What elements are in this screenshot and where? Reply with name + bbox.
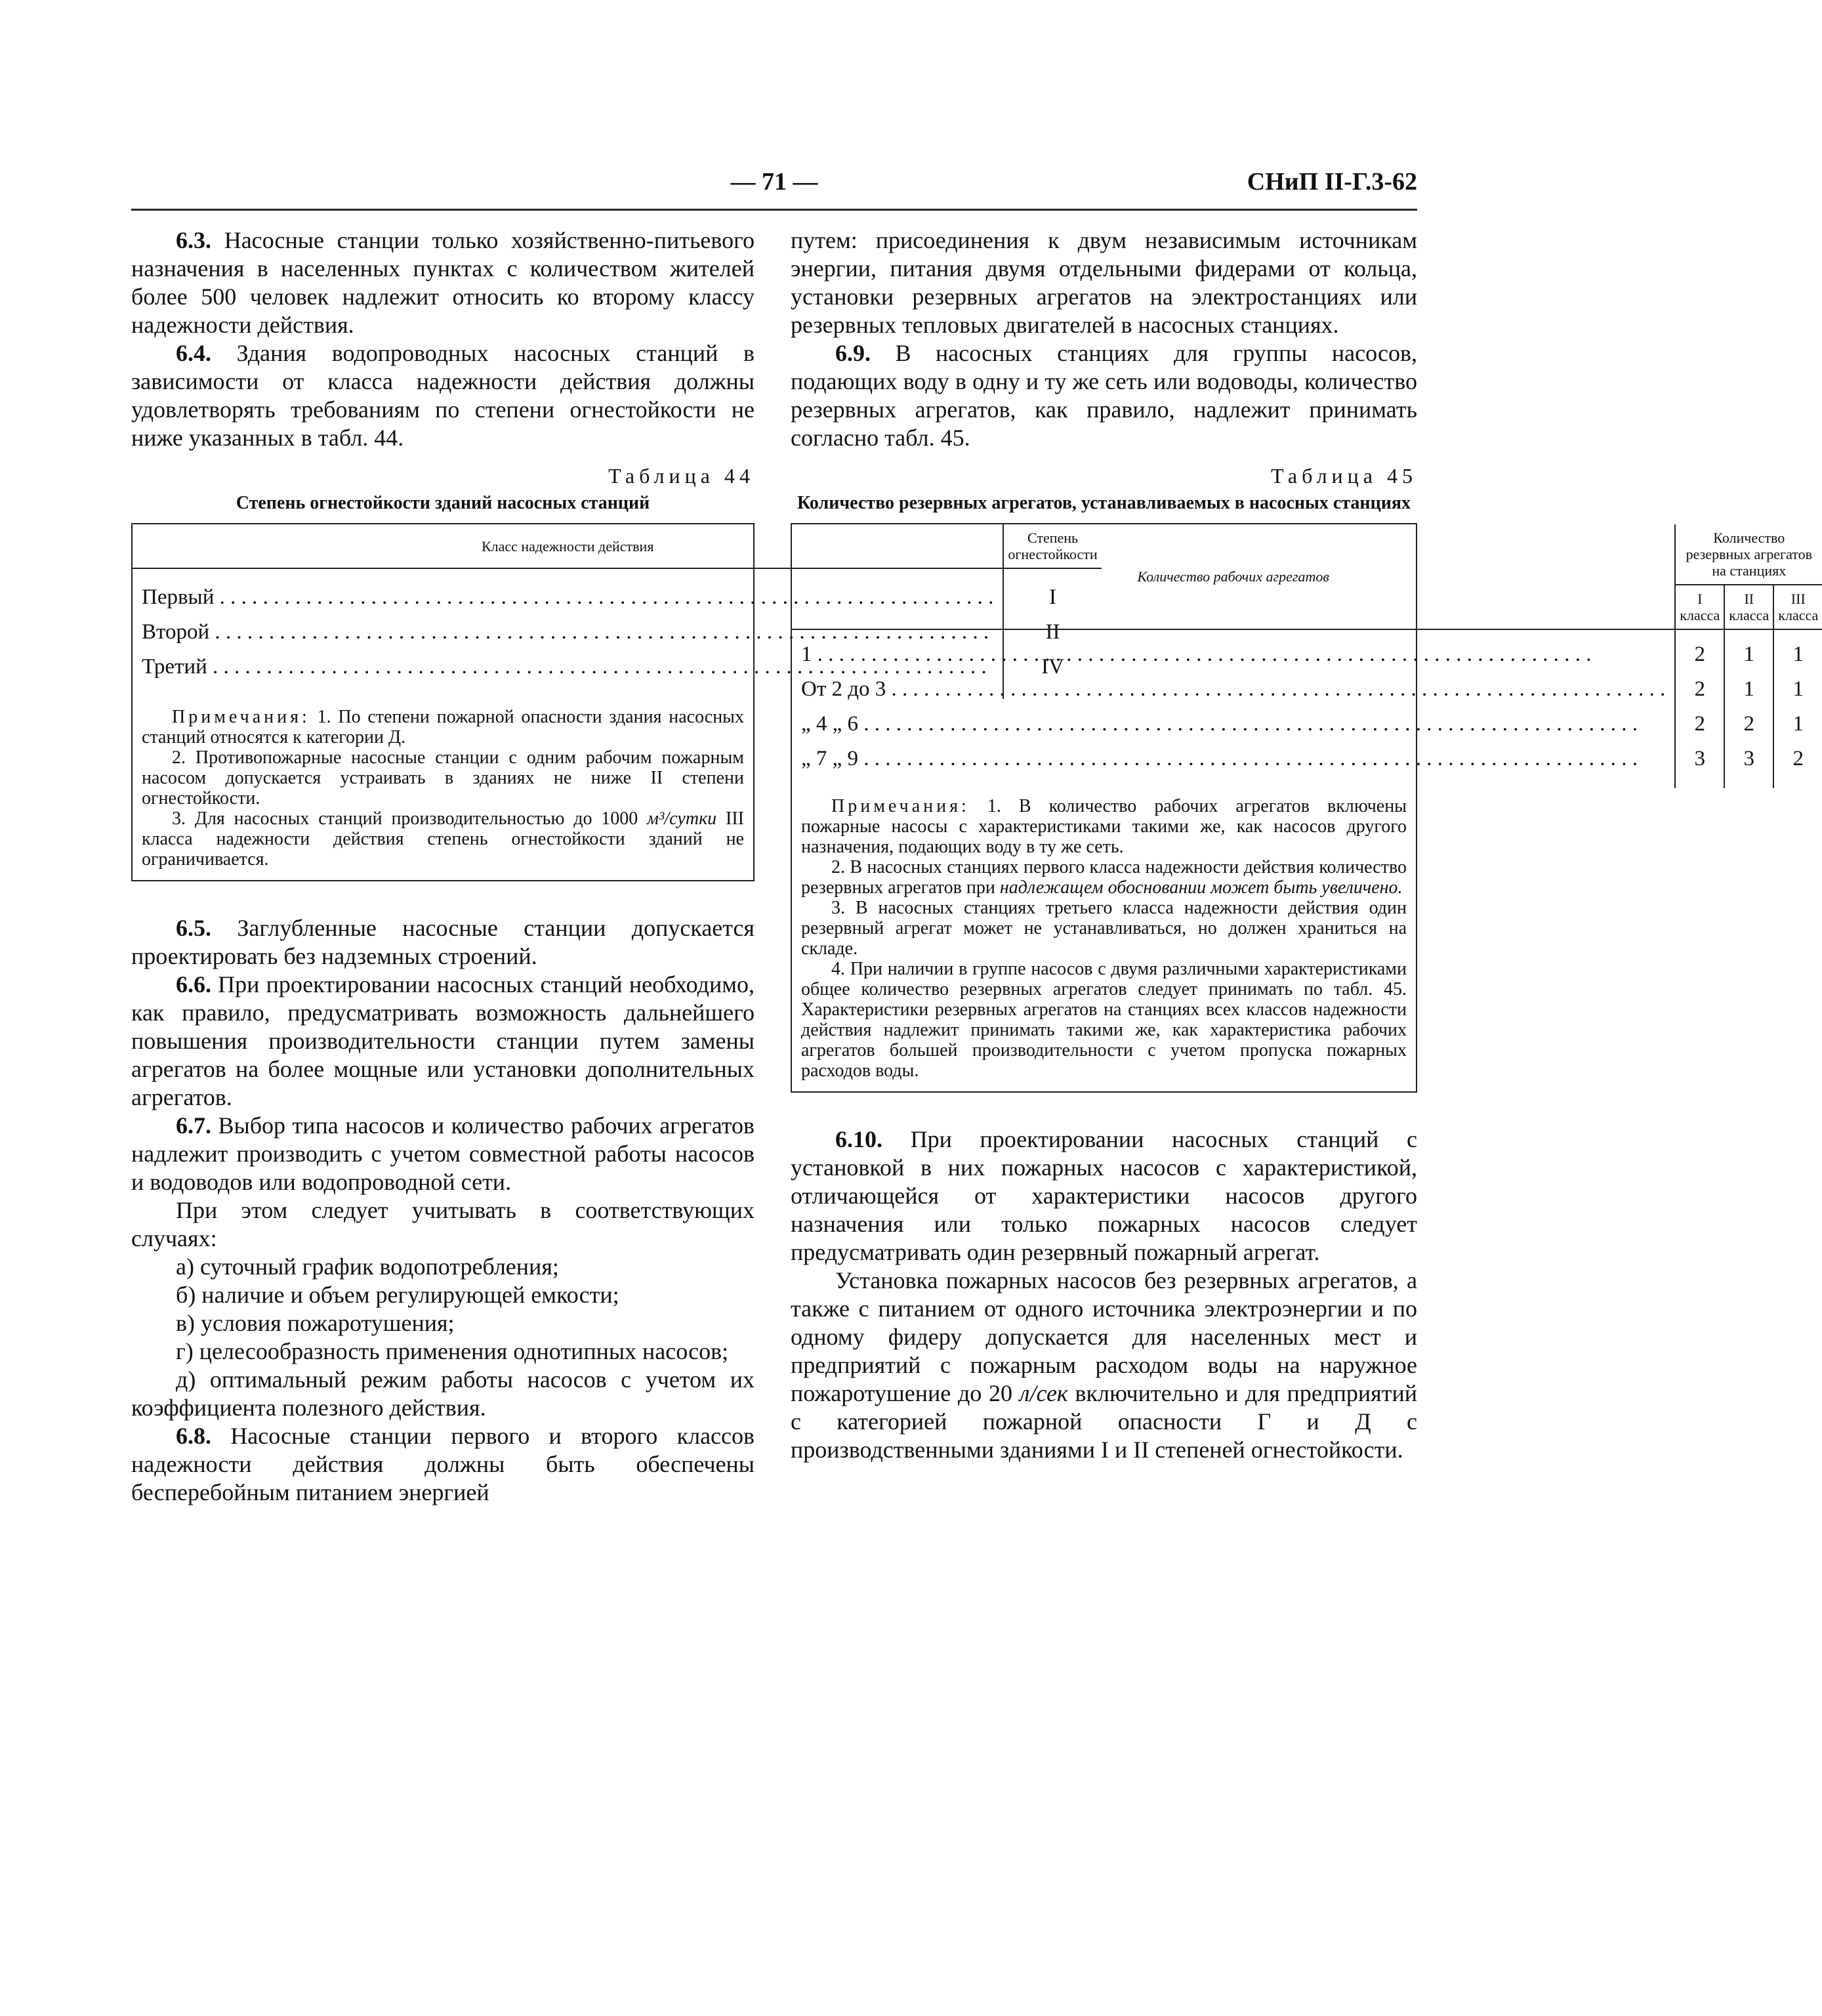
table-45-header-working: Количество рабочих агрегатов: [792, 524, 1675, 629]
table-45: [791, 523, 1819, 1093]
table-44-row-value: I: [1003, 580, 1101, 615]
table-44-row-label: Третий . . .: [133, 650, 1003, 684]
paragraph-6-9: 6.9. В насосных станциях для группы насосов, подающих воду в одну и ту же сеть или водоводы, количество резервных агрегатов, как правило, надлежит принимать согласно табл. 45.: [791, 340, 1417, 451]
table-44-notes: [133, 699, 753, 880]
paragraph-6-5: 6.5. Заглубленные насосные станции допускается проектировать без надземных строений.: [131, 915, 755, 969]
table-45-notes: [792, 788, 1416, 1091]
table-44-row-label: Второй . . .: [133, 615, 1003, 650]
list-item: г) целесообразность применения однотипных насосов;: [176, 1338, 729, 1364]
right-column: [791, 226, 1819, 1464]
table-45-header-class-3: III класса: [1773, 585, 1822, 629]
paragraph-6-8-continued: путем: присоединения к двум независимым источникам энергии, питания двумя отдельными фидерами от кольца, установки резервных агрегатов на электростанциях или резервных тепловых двигателей в насосных станциях.: [791, 227, 1417, 338]
left-column: [131, 226, 1098, 1507]
list-item: д) оптимальный режим работы насосов с учетом их коэффициента полезного действия.: [131, 1366, 755, 1421]
paragraph-6-10: 6.10. При проектировании насосных станций с установкой в них пожарных насосов с характеристикой, отличающейся от характеристики насосов другого назначения или только пожарных насосов следует предусматривать один резервный пожарный агрегат.: [791, 1126, 1417, 1265]
table-44-row-label: Первый . . .: [133, 580, 1003, 615]
table-row: 1 . . . 2 1 1: [792, 637, 1822, 672]
header-rule: [131, 209, 1417, 211]
paragraph-6-6: 6.6. При проектировании насосных станций необходимо, как правило, предусматривать возможность дальнейшего повышения производительности станции путем замены агрегатов на более мощные или установки дополнительных агрегатов.: [131, 971, 755, 1110]
paragraph-6-8: 6.8. Насосные станции первого и второго классов надежности действия должны быть обеспечены бесперебойным питанием энергией: [131, 1423, 755, 1505]
paragraph-6-4: 6.4. Здания водопроводных насосных станций в зависимости от класса надежности действия должны удовлетворять требованиям по степени огнестойкости не ниже указанных в табл. 44.: [131, 340, 755, 451]
paragraph-6-7-intro: При этом следует учитывать в соответствующих случаях:: [131, 1197, 755, 1251]
list-item: в) условия пожаротушения;: [176, 1310, 455, 1336]
note-2: 2. Противопожарные насосные станции с одним рабочим пожарным насосом допускается устраивать в зданиях не ниже II степени огнестойкости.: [142, 747, 744, 808]
paragraph-6-10-continued: Установка пожарных насосов без резервных агрегатов, а также с питанием от одного источника электроэнергии и по одному фидеру допускается для населенных мест и предприятий с пожарным расходом воды на наружное пожаротушение до 20 л/сек включительно и для предприятий с категорией пожарной опасности Г и Д с производственными зданиями I и II степеней огнестойкости.: [791, 1267, 1417, 1463]
table-45-title: Количество резервных агрегатов, устанавливаемых в насосных станциях: [797, 493, 1411, 513]
table-45-grid: [792, 524, 1822, 788]
note-1: Примечания: 1. В количество рабочих агрегатов включены пожарные насосы с характеристиками такими же, как насосов другого назначения, подающих воду в ту же сеть.: [801, 796, 1407, 857]
table-row: „ 7 „ 9 . . . 3 3 2: [792, 742, 1822, 776]
note-3: 3. В насосных станциях третьего класса надежности действия один резервный агрегат может не устанавливаться, но должен храниться на складе.: [801, 898, 1407, 959]
note-3: 3. Для насосных станций производительностью до 1000 м³/сутки III класса надежности действия степень огнестойкости зданий не ограничивается.: [142, 808, 744, 870]
list-item: б) наличие и объем регулирующей емкости;: [176, 1282, 619, 1308]
table-44-header-degree: Степень огнестойкости: [1003, 524, 1101, 568]
page-number: — 71 —: [730, 168, 818, 196]
table-45-header-class-1: I класса: [1675, 585, 1724, 629]
note-1: Примечания: 1. По степени пожарной опасности здания насосных станций относятся к категории Д.: [142, 707, 744, 747]
table-44-caption: Таблица 44: [608, 464, 755, 488]
note-2: 2. В насосных станциях первого класса надежности действия количество резервных агрегатов при надлежащем обосновании может быть увеличено.: [801, 857, 1407, 898]
table-44: [131, 523, 1098, 881]
table-44-header-class: Класс надежности действия: [133, 524, 1003, 568]
table-row: „ 4 „ 6 . . . 2 2 1: [792, 707, 1822, 742]
note-4: 4. При наличии в группе насосов с двумя различными характеристиками общее количество резервных агрегатов следует принимать по табл. 45. Характеристики резервных агрегатов на станциях всех классов надежности действия надлежит принимать такими же, как характеристика рабочих агрегатов большей производительности с учетом пропуска пожарных расходов воды.: [801, 959, 1407, 1081]
page-header: [131, 167, 1417, 207]
table-44-title: Степень огнестойкости зданий насосных станций: [236, 493, 650, 513]
table-44-row-value: II: [1003, 615, 1101, 650]
paragraph-6-7: 6.7. Выбор типа насосов и количество рабочих агрегатов надлежит производить с учетом совместной работы насосов и водоводов или водопроводной сети.: [131, 1112, 755, 1195]
table-45-header-class-2: II класса: [1724, 585, 1773, 629]
list-item: а) суточный график водопотребления;: [176, 1253, 559, 1280]
table-45-header-reserve: Количество резервных агрегатов на станциях: [1675, 524, 1822, 585]
table-44-row-value: IV: [1003, 650, 1101, 684]
paragraph-6-3: 6.3. Насосные станции только хозяйственно-питьевого назначения в населенных пунктах с количеством жителей более 500 человек надлежит относить ко второму классу надежности действия.: [131, 227, 755, 338]
table-45-caption: Таблица 45: [1271, 464, 1417, 488]
table-row: От 2 до 3 . . . 2 1 1: [792, 672, 1822, 707]
document-code: СНиП II-Г.3-62: [1247, 168, 1417, 196]
